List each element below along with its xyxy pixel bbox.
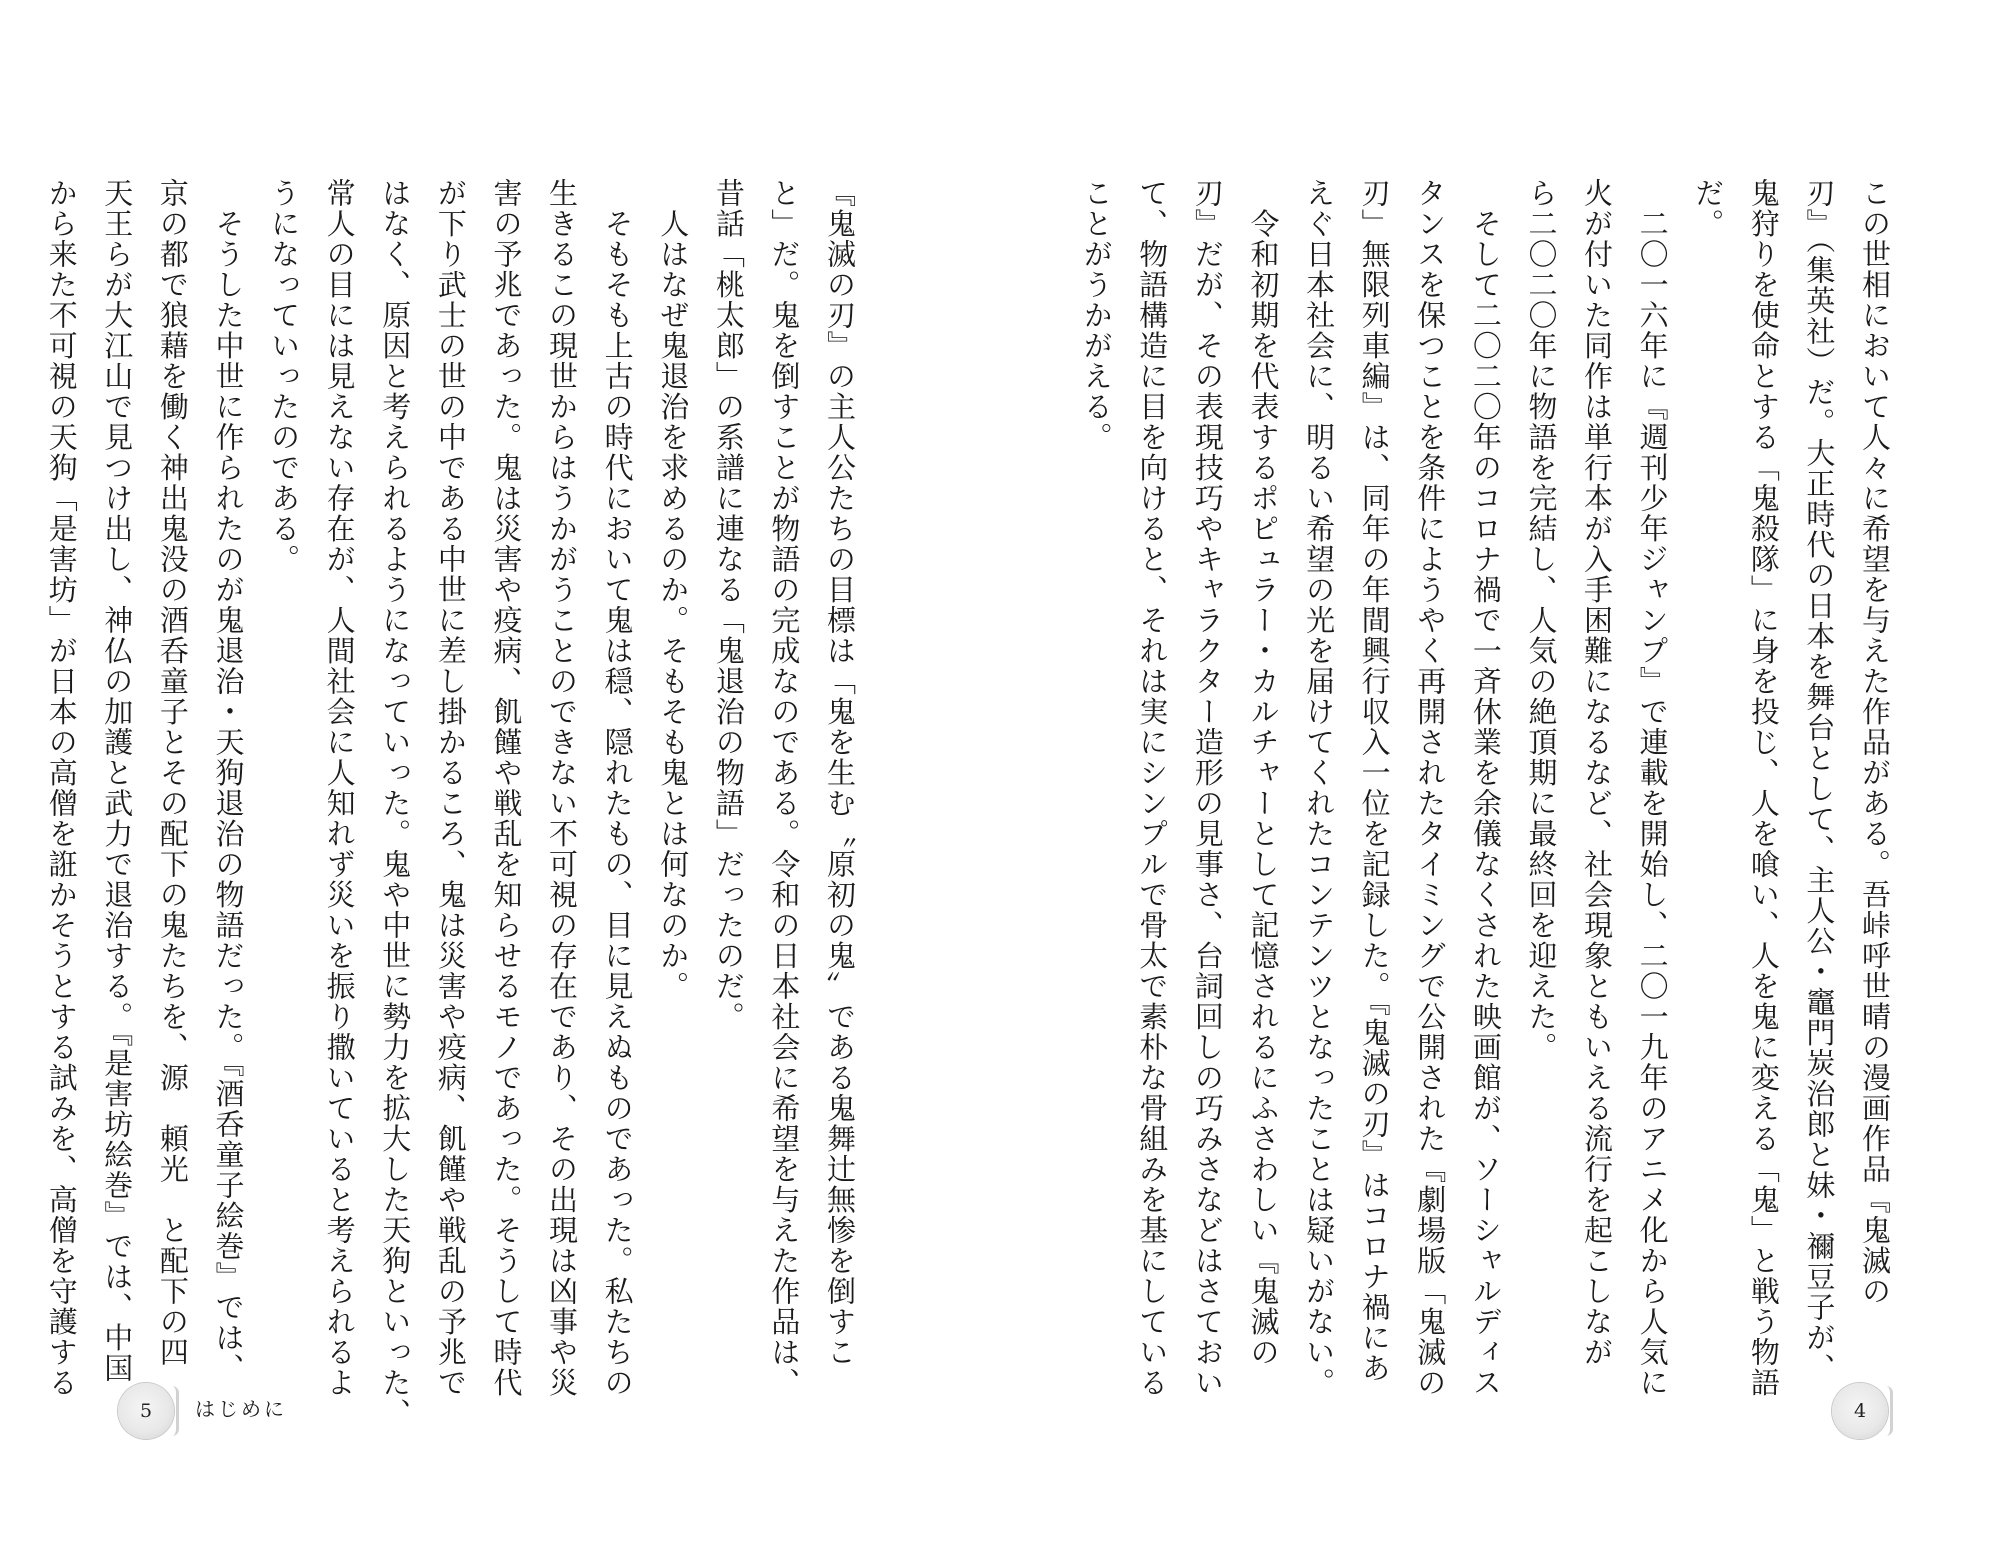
text-line: 鬼狩りを使命とする「鬼殺隊」に身を投じ、人を喰い、人を鬼に変える「鬼」と戦う物語 [1746, 178, 1781, 1398]
text-line: 火が付いた同作は単行本が入手困難になるなど、社会現象ともいえる流行を起こしなが [1580, 178, 1615, 1368]
text-line: そして二〇二〇年のコロナ禍で一斉休業を余儀なくされた映画館が、ソーシャルディス [1468, 178, 1503, 1398]
page-4-body-text [1079, 178, 1902, 1398]
page-number: 5 [139, 1400, 153, 1422]
text-line: て、物語構造に目を向けると、それは実にシンプルで骨太で素朴な骨組みを基にしている [1135, 178, 1170, 1398]
text-line: と」だ。鬼を倒すことが物語の完成なのである。令和の日本社会に希望を与えた作品は、 [767, 178, 802, 1398]
page-number-badge-left [118, 1383, 174, 1439]
text-line: ことがうかがえる。 [1079, 178, 1114, 453]
text-line: タンスを保つことを条件にようやく再開されたタイミングで公開された『劇場版「鬼滅の [1413, 178, 1448, 1398]
page-number-badge-right [1832, 1383, 1888, 1439]
text-line: そもそも上古の時代において鬼は穏、隠れたもの、目に見えぬものであった。私たちの [600, 178, 635, 1398]
text-line: 天王らが大江山で見つけ出し、神仏の加護と武力で退治する。『是害坊絵巻』では、中国 [100, 178, 135, 1384]
text-line: だ。 [1691, 178, 1726, 239]
page-number: 4 [1853, 1400, 1867, 1422]
text-line: 刃』（集英社）だ。大正時代の日本を舞台として、主人公・竈門炭治郎と妹・禰豆子が、 [1802, 178, 1837, 1384]
text-line: 刃』だが、その表現技巧やキャラクター造形の見事さ、台詞回しの巧みさなどはさておい [1190, 178, 1225, 1398]
text-line: 令和初期を代表するポピュラー・カルチャーとして記憶されるにふさわしい『鬼滅の [1246, 178, 1281, 1368]
text-line: はなく、原因と考えられるようになっていった。鬼や中世に勢力を拡大した天狗といった、 [378, 178, 413, 1429]
text-line: 常人の目には見えない存在が、人間社会に人知れず災いを振り撒いていると考えられるよ [322, 178, 357, 1398]
text-line: 人はなぜ鬼退治を求めるのか。そもそも鬼とは何なのか。 [656, 178, 691, 1002]
text-line: 『鬼滅の刃』の主人公たちの目標は「鬼を生む〝原初の鬼〟である鬼舞辻無惨を倒すこ [823, 178, 857, 1368]
text-line: えぐ日本社会に、明るい希望の光を届けてくれたコンテンツとなったことは疑いがない。 [1302, 178, 1337, 1398]
text-line: うになっていったのである。 [267, 178, 302, 575]
text-line: 京の都で狼藉を働く神出鬼没の酒呑童子とその配下の鬼たちを、源 頼光 と配下の四 [155, 178, 190, 1368]
text-line: 昔話「桃太郎」の系譜に連なる「鬼退治の物語」だったのだ。 [711, 178, 746, 1032]
text-line: 生きるこの現世からはうかがうことのできない不可視の存在であり、その出現は凶事や災 [545, 178, 580, 1398]
text-line: から来た不可視の天狗「是害坊」が日本の高僧を誑かそうとする試みを、高僧を守護する [44, 178, 79, 1398]
text-line: そうした中世に作られたのが鬼退治・天狗退治の物語だった。『酒呑童子絵巻』では、 [211, 178, 246, 1384]
text-line: 二〇一六年に『週刊少年ジャンプ』で連載を開始し、二〇一九年のアニメ化から人気に [1635, 178, 1670, 1398]
running-head: はじめに [195, 1397, 287, 1421]
text-line: 刃」無限列車編』は、同年の年間興行収入一位を記録した。『鬼滅の刃』はコロナ禍にあ [1357, 178, 1392, 1384]
text-line: ら二〇二〇年に物語を完結し、人気の絶頂期に最終回を迎えた。 [1524, 178, 1559, 1063]
text-line: が下り武士の世の中である中世に差し掛かるころ、鬼は災害や疫病、飢饉や戦乱の予兆で [433, 178, 468, 1398]
text-line: 害の予兆であった。鬼は災害や疫病、飢饉や戦乱を知らせるモノであった。そうして時代 [489, 178, 524, 1398]
text-line: この世相において人々に希望を与えた作品がある。吾峠呼世晴の漫画作品『鬼滅の [1858, 178, 1892, 1307]
